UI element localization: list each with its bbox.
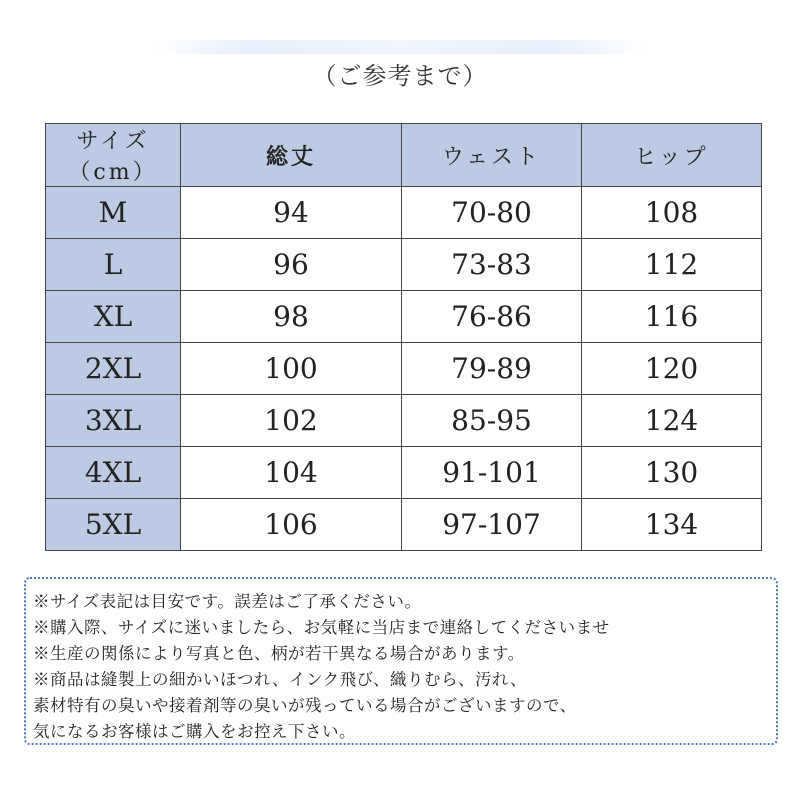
hip-cell: 116	[582, 291, 762, 343]
waist-cell: 85-95	[402, 395, 582, 447]
size-cell: 3XL	[46, 395, 181, 447]
size-cell: M	[46, 187, 181, 239]
size-cell: L	[46, 239, 181, 291]
note-line: ※サイズ表記は目安です。誤差はご了承ください。	[33, 592, 422, 611]
header-waist: ウェスト	[402, 124, 582, 187]
hip-cell: 134	[582, 499, 762, 551]
length-cell: 96	[181, 239, 402, 291]
table-header-row	[46, 124, 762, 187]
reference-caption: （ご参考まで）	[312, 62, 488, 90]
size-cell: 5XL	[46, 499, 181, 551]
table-row	[46, 343, 762, 395]
table-row	[46, 395, 762, 447]
size-cell: 4XL	[46, 447, 181, 499]
size-cell: XL	[46, 291, 181, 343]
note-line: ※生産の関係により写真と色、柄が若干異なる場合があります。	[33, 644, 525, 663]
hip-cell: 120	[582, 343, 762, 395]
table-row	[46, 239, 762, 291]
waist-cell: 73-83	[402, 239, 582, 291]
note-line: ※購入際、サイズに迷いましたら、お気軽に当店まで連絡してくださいませ	[33, 618, 610, 637]
length-cell: 100	[181, 343, 402, 395]
length-cell: 104	[181, 447, 402, 499]
waist-cell: 76-86	[402, 291, 582, 343]
waist-cell: 70-80	[402, 187, 582, 239]
length-cell: 98	[181, 291, 402, 343]
top-decoration	[150, 40, 650, 54]
waist-cell: 79-89	[402, 343, 582, 395]
header-size: サイズ（cm）	[46, 124, 181, 187]
table-row	[46, 499, 762, 551]
note-line: 素材特有の臭いや接着剤等の臭いが残っている場合がございますので、	[33, 696, 577, 715]
length-cell: 102	[181, 395, 402, 447]
table-row	[46, 447, 762, 499]
note-line: ※商品は縫製上の細かいほつれ、インク飛び、織りむら、汚れ、	[33, 670, 527, 689]
length-cell: 106	[181, 499, 402, 551]
table-row	[46, 187, 762, 239]
size-chart-table	[45, 123, 762, 551]
table-row	[46, 291, 762, 343]
note-line: 気になるお客様はご購入をお控え下さい。	[33, 722, 356, 741]
hip-cell: 130	[582, 447, 762, 499]
header-hip: ヒップ	[582, 124, 762, 187]
hip-cell: 124	[582, 395, 762, 447]
length-cell: 94	[181, 187, 402, 239]
header-length: 総丈	[181, 124, 402, 187]
waist-cell: 97-107	[402, 499, 582, 551]
hip-cell: 108	[582, 187, 762, 239]
hip-cell: 112	[582, 239, 762, 291]
size-cell: 2XL	[46, 343, 181, 395]
waist-cell: 91-101	[402, 447, 582, 499]
